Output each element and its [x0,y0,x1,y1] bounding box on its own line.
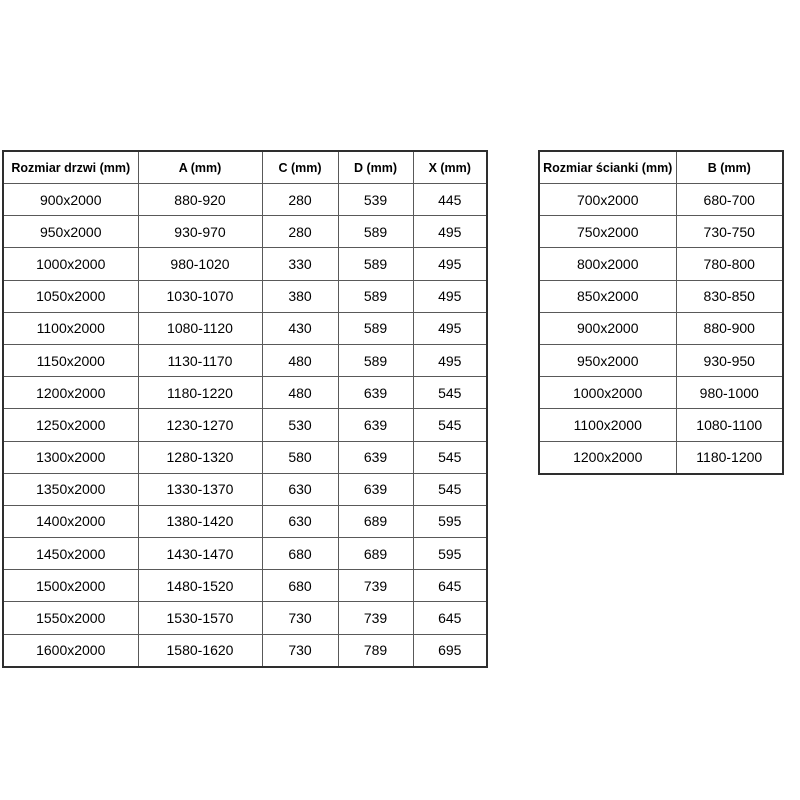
table-cell: 630 [262,505,338,537]
table-cell: 680 [262,538,338,570]
table-cell: 280 [262,184,338,216]
table-cell: 1200x2000 [3,377,138,409]
table-row [3,344,487,376]
table-cell: 880-920 [138,184,262,216]
table-cell: 880-900 [676,312,783,344]
table-cell: 1180-1200 [676,441,783,474]
table-cell: 680 [262,570,338,602]
table-cell: 545 [413,377,487,409]
table-cell: 1000x2000 [539,377,676,409]
table-cell: 480 [262,344,338,376]
table-cell: 1200x2000 [539,441,676,474]
table-cell: 480 [262,377,338,409]
table-cell: 495 [413,216,487,248]
table-row [3,441,487,473]
table-cell: 589 [338,216,413,248]
table-row [3,248,487,280]
door-table-header-row [3,151,487,184]
table-cell: 689 [338,505,413,537]
table-cell: 689 [338,538,413,570]
table-cell: 780-800 [676,248,783,280]
table-row [539,184,783,216]
table-cell: 639 [338,473,413,505]
table-row [3,570,487,602]
table-cell: 730 [262,602,338,634]
table-cell: 950x2000 [539,344,676,376]
table-cell: 639 [338,409,413,441]
table-cell: 900x2000 [3,184,138,216]
table-cell: 950x2000 [3,216,138,248]
table-cell: 589 [338,280,413,312]
table-cell: 900x2000 [539,312,676,344]
table-cell: 1430-1470 [138,538,262,570]
wall-size-table [538,150,784,475]
table-cell: 1400x2000 [3,505,138,537]
table-cell: 980-1020 [138,248,262,280]
table-cell: 1130-1170 [138,344,262,376]
table-cell: 589 [338,248,413,280]
table-cell: 1350x2000 [3,473,138,505]
table-cell: 430 [262,312,338,344]
table-cell: 695 [413,634,487,667]
table-row [539,216,783,248]
header-cell: D (mm) [338,151,413,184]
table-cell: 1580-1620 [138,634,262,667]
table-cell: 639 [338,441,413,473]
table-row [539,280,783,312]
table-row [539,312,783,344]
table-cell: 630 [262,473,338,505]
table-row [3,377,487,409]
table-cell: 1550x2000 [3,602,138,634]
table-cell: 850x2000 [539,280,676,312]
table-cell: 589 [338,312,413,344]
header-cell: A (mm) [138,151,262,184]
table-cell: 280 [262,216,338,248]
table-cell: 1000x2000 [3,248,138,280]
table-cell: 800x2000 [539,248,676,280]
table-cell: 639 [338,377,413,409]
table-row [539,377,783,409]
table-cell: 1600x2000 [3,634,138,667]
header-cell: X (mm) [413,151,487,184]
table-cell: 739 [338,570,413,602]
table-cell: 930-970 [138,216,262,248]
table-row [3,184,487,216]
table-cell: 730 [262,634,338,667]
table-cell: 580 [262,441,338,473]
table-cell: 495 [413,248,487,280]
door-size-table [2,150,488,668]
table-cell: 1530-1570 [138,602,262,634]
table-cell: 1050x2000 [3,280,138,312]
table-cell: 1030-1070 [138,280,262,312]
table-cell: 1080-1100 [676,409,783,441]
table-row [3,538,487,570]
table-row [3,473,487,505]
table-row [539,248,783,280]
table-cell: 495 [413,312,487,344]
table-row [539,441,783,474]
table-row [539,409,783,441]
table-cell: 589 [338,344,413,376]
header-cell: B (mm) [676,151,783,184]
table-cell: 330 [262,248,338,280]
header-cell: Rozmiar drzwi (mm) [3,151,138,184]
table-cell: 789 [338,634,413,667]
table-row [3,409,487,441]
table-cell: 750x2000 [539,216,676,248]
table-cell: 1150x2000 [3,344,138,376]
table-cell: 495 [413,344,487,376]
table-cell: 700x2000 [539,184,676,216]
table-cell: 1480-1520 [138,570,262,602]
table-cell: 1100x2000 [539,409,676,441]
table-cell: 1280-1320 [138,441,262,473]
table-cell: 980-1000 [676,377,783,409]
table-cell: 545 [413,441,487,473]
table-cell: 545 [413,473,487,505]
table-row [3,634,487,667]
table-cell: 530 [262,409,338,441]
header-cell: C (mm) [262,151,338,184]
table-cell: 830-850 [676,280,783,312]
table-cell: 1080-1120 [138,312,262,344]
table-row [3,602,487,634]
wall-table-header-row [539,151,783,184]
table-cell: 1500x2000 [3,570,138,602]
table-cell: 495 [413,280,487,312]
table-cell: 730-750 [676,216,783,248]
table-cell: 930-950 [676,344,783,376]
table-cell: 1380-1420 [138,505,262,537]
table-cell: 539 [338,184,413,216]
table-cell: 445 [413,184,487,216]
table-row [3,216,487,248]
table-cell: 545 [413,409,487,441]
table-cell: 645 [413,570,487,602]
table-cell: 1450x2000 [3,538,138,570]
table-cell: 380 [262,280,338,312]
table-cell: 1180-1220 [138,377,262,409]
table-cell: 1300x2000 [3,441,138,473]
table-cell: 680-700 [676,184,783,216]
table-row [3,505,487,537]
table-cell: 595 [413,538,487,570]
table-cell: 595 [413,505,487,537]
header-cell: Rozmiar ścianki (mm) [539,151,676,184]
table-cell: 1330-1370 [138,473,262,505]
table-cell: 739 [338,602,413,634]
table-row [539,344,783,376]
table-cell: 645 [413,602,487,634]
table-cell: 1100x2000 [3,312,138,344]
table-row [3,280,487,312]
table-cell: 1230-1270 [138,409,262,441]
table-row [3,312,487,344]
table-cell: 1250x2000 [3,409,138,441]
